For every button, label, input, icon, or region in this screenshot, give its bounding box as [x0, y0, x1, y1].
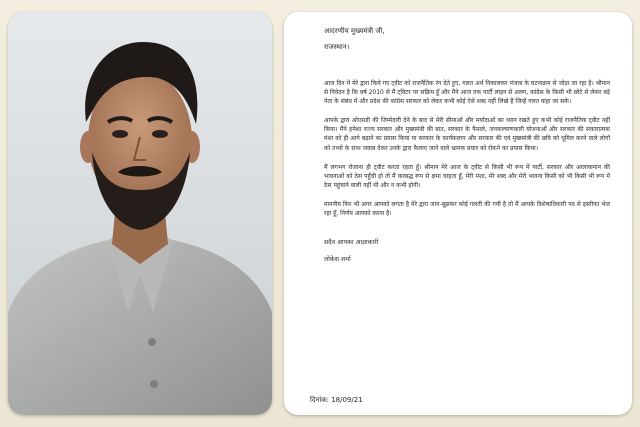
date-value: 18/09/21 — [331, 396, 363, 404]
letter-paragraph-1: आज दिन में मेरे द्वारा किये गए ट्वीट को राजनैतिक रंग देते हुए, गलत अर्थ निकालकर पंजाब के घटनाक्रम से जोड़ा जा रहा है। श्रीमान से निवेदन है कि वर्ष 2010 से मैं ट्विटर पर सक्रिय हूँ और मैंने आज तक पार्टी लाइन से अलग, कांग्रेस के किसी भी छोटे से लेकर बड़े नेता के संबंध में और प्रदेश की कांग्रेस सरकार को लेकर कभी कोई ऐसे शब्द नहीं लिखे हैं जिन्हें गलत कहा जा सके। — [324, 80, 610, 106]
date-label: दिनांक: — [310, 396, 329, 404]
man-portrait-image — [8, 12, 272, 415]
letter-document — [284, 12, 632, 415]
letter-paragraph-2: आपके द्वारा ओएसडी की जिम्मेदारी देने के बाद से मेरी सीमाओं और मर्यादाओं का ध्यान रखते हुए कभी कोई राजनैतिक ट्वीट नहीं किया। मैंने हमेशा राज्य सरकार और मुख्यमंत्री की बात, सरकार के फैसले, जनकल्याणकारी योजनाओं और सरकार की सकारात्मक मंशा को ही आगे बढ़ाने का प्रयास किया या सरकार के कार्यकलाप और सरकार की एवं मुख्यमंत्री की छवि को धूमिल करने वाले लोगों को तथ्यों के साथ जवाब देकर उनके द्वारा फैलाए जाने वाले भ्रामक प्रचार को रोकने का प्रयास किया। — [324, 117, 610, 152]
letter-paragraph-3: मैं लगभग रोजाना ही ट्वीट करता रहता हूँ। श्रीमान मेरे आज के ट्वीट से किसी भी रूप में पार्टी, सरकार और आलाकमान की भावनाओं को ठेस पहुँची हो तो मैं करबद्ध रूप से क्षमा चाहता हूँ, मेरी मंशा, मेरे शब्द और मेरी भावना किसी को भी किसी भी रूप में ठेस पहुंचाने वाली नहीं थी और न कभी होगी। — [324, 163, 610, 189]
letter-signature: लोकेश शर्मा — [324, 256, 351, 264]
letter-state: राजस्थान। — [324, 43, 350, 51]
letter-closing: सदैव आपका आज्ञाकारी — [324, 239, 379, 247]
letter-salutation: आदरणीय मुख्यमंत्री जी, — [324, 27, 385, 35]
letter-paragraph-4: माननीय फिर भी अगर आपको लगता है मेरे द्वारा जान-बूझकर कोई गलती की गयी है तो मैं आपके विशेषाधिकारी पद से इस्तीफा भेज रहा हूँ, निर्णय आपको करना है। — [324, 200, 610, 218]
portrait-photo — [8, 12, 272, 415]
letter-date — [310, 395, 363, 405]
